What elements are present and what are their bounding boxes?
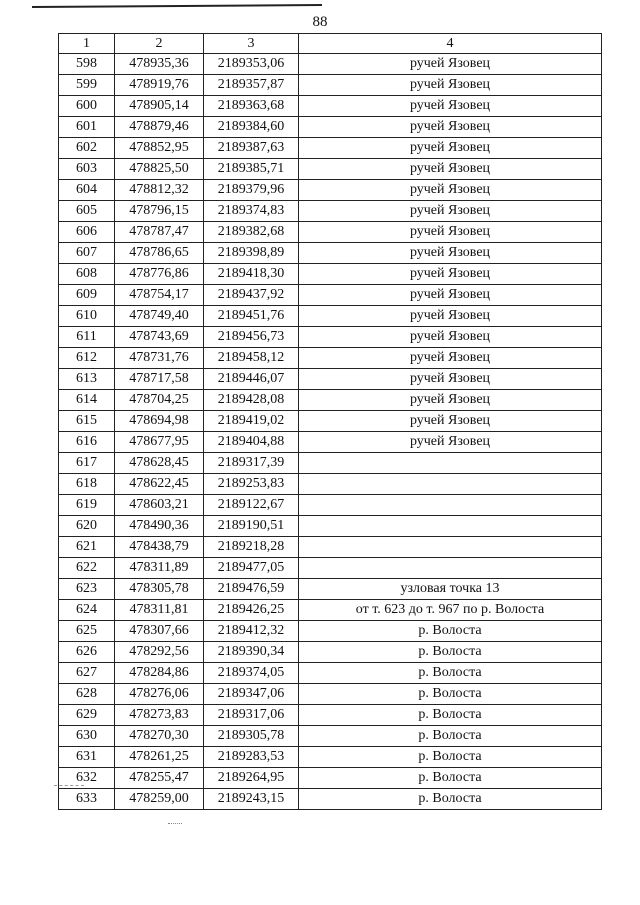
- description-cell: узловая точка 13: [299, 579, 602, 600]
- table-row: [59, 789, 602, 810]
- description-cell: [299, 474, 602, 495]
- column-header: 1: [59, 34, 115, 54]
- point-number-cell: 604: [59, 180, 115, 201]
- x-coordinate-cell: 478787,47: [115, 222, 204, 243]
- table-row: [59, 285, 602, 306]
- description-cell: ручей Язовец: [299, 180, 602, 201]
- y-coordinate-cell: 2189374,05: [204, 663, 299, 684]
- table-row: [59, 369, 602, 390]
- point-number-cell: 628: [59, 684, 115, 705]
- y-coordinate-cell: 2189426,25: [204, 600, 299, 621]
- point-number-cell: 623: [59, 579, 115, 600]
- y-coordinate-cell: 2189412,32: [204, 621, 299, 642]
- x-coordinate-cell: 478276,06: [115, 684, 204, 705]
- table-row: [59, 516, 602, 537]
- y-coordinate-cell: 2189446,07: [204, 369, 299, 390]
- table-row: [59, 327, 602, 348]
- description-cell: ручей Язовец: [299, 159, 602, 180]
- point-number-cell: 598: [59, 54, 115, 75]
- description-cell: ручей Язовец: [299, 138, 602, 159]
- description-cell: ручей Язовец: [299, 411, 602, 432]
- table-row: [59, 180, 602, 201]
- x-coordinate-cell: 478754,17: [115, 285, 204, 306]
- table-row: [59, 264, 602, 285]
- x-coordinate-cell: 478879,46: [115, 117, 204, 138]
- point-number-cell: 617: [59, 453, 115, 474]
- description-cell: р. Волоста: [299, 726, 602, 747]
- x-coordinate-cell: 478305,78: [115, 579, 204, 600]
- y-coordinate-cell: 2189357,87: [204, 75, 299, 96]
- point-number-cell: 599: [59, 75, 115, 96]
- x-coordinate-cell: 478622,45: [115, 474, 204, 495]
- point-number-cell: 620: [59, 516, 115, 537]
- x-coordinate-cell: 478603,21: [115, 495, 204, 516]
- description-cell: ручей Язовец: [299, 243, 602, 264]
- y-coordinate-cell: 2189428,08: [204, 390, 299, 411]
- description-cell: р. Волоста: [299, 621, 602, 642]
- description-cell: ручей Язовец: [299, 306, 602, 327]
- y-coordinate-cell: 2189387,63: [204, 138, 299, 159]
- point-number-cell: 624: [59, 600, 115, 621]
- x-coordinate-cell: 478628,45: [115, 453, 204, 474]
- y-coordinate-cell: 2189398,89: [204, 243, 299, 264]
- y-coordinate-cell: 2189477,05: [204, 558, 299, 579]
- y-coordinate-cell: 2189122,67: [204, 495, 299, 516]
- point-number-cell: 622: [59, 558, 115, 579]
- table-row: [59, 600, 602, 621]
- y-coordinate-cell: 2189385,71: [204, 159, 299, 180]
- column-header: 3: [204, 34, 299, 54]
- point-number-cell: 610: [59, 306, 115, 327]
- point-number-cell: 630: [59, 726, 115, 747]
- table-row: [59, 138, 602, 159]
- table-row: [59, 96, 602, 117]
- description-cell: [299, 516, 602, 537]
- y-coordinate-cell: 2189458,12: [204, 348, 299, 369]
- y-coordinate-cell: 2189437,92: [204, 285, 299, 306]
- y-coordinate-cell: 2189404,88: [204, 432, 299, 453]
- point-number-cell: 601: [59, 117, 115, 138]
- y-coordinate-cell: 2189243,15: [204, 789, 299, 810]
- point-number-cell: 627: [59, 663, 115, 684]
- point-number-cell: 616: [59, 432, 115, 453]
- y-coordinate-cell: 2189353,06: [204, 54, 299, 75]
- description-cell: ручей Язовец: [299, 390, 602, 411]
- description-cell: р. Волоста: [299, 684, 602, 705]
- x-coordinate-cell: 478812,32: [115, 180, 204, 201]
- description-cell: ручей Язовец: [299, 264, 602, 285]
- x-coordinate-cell: 478677,95: [115, 432, 204, 453]
- description-cell: ручей Язовец: [299, 432, 602, 453]
- point-number-cell: 605: [59, 201, 115, 222]
- table-row: [59, 495, 602, 516]
- table-row: [59, 306, 602, 327]
- point-number-cell: 621: [59, 537, 115, 558]
- y-coordinate-cell: 2189190,51: [204, 516, 299, 537]
- page-number: 88: [312, 14, 328, 30]
- table-row: [59, 159, 602, 180]
- y-coordinate-cell: 2189305,78: [204, 726, 299, 747]
- y-coordinate-cell: 2189317,06: [204, 705, 299, 726]
- x-coordinate-cell: 478307,66: [115, 621, 204, 642]
- table-row: [59, 474, 602, 495]
- column-header: 4: [299, 34, 602, 54]
- y-coordinate-cell: 2189218,28: [204, 537, 299, 558]
- x-coordinate-cell: 478786,65: [115, 243, 204, 264]
- x-coordinate-cell: 478704,25: [115, 390, 204, 411]
- table-row: [59, 537, 602, 558]
- table-row: [59, 453, 602, 474]
- x-coordinate-cell: 478905,14: [115, 96, 204, 117]
- y-coordinate-cell: 2189390,34: [204, 642, 299, 663]
- x-coordinate-cell: 478490,36: [115, 516, 204, 537]
- table-row: [59, 579, 602, 600]
- y-coordinate-cell: 2189451,76: [204, 306, 299, 327]
- description-cell: ручей Язовец: [299, 201, 602, 222]
- y-coordinate-cell: 2189419,02: [204, 411, 299, 432]
- description-cell: ручей Язовец: [299, 285, 602, 306]
- description-cell: ручей Язовец: [299, 348, 602, 369]
- point-number-cell: 611: [59, 327, 115, 348]
- description-cell: р. Волоста: [299, 705, 602, 726]
- point-number-cell: 631: [59, 747, 115, 768]
- table-row: [59, 705, 602, 726]
- table-row: [59, 621, 602, 642]
- table-header-row: [59, 34, 602, 54]
- y-coordinate-cell: 2189418,30: [204, 264, 299, 285]
- point-number-cell: 602: [59, 138, 115, 159]
- y-coordinate-cell: 2189456,73: [204, 327, 299, 348]
- table-row: [59, 558, 602, 579]
- description-cell: р. Волоста: [299, 768, 602, 789]
- description-cell: от т. 623 до т. 967 по р. Волоста: [299, 600, 602, 621]
- point-number-cell: 614: [59, 390, 115, 411]
- point-number-cell: 625: [59, 621, 115, 642]
- point-number-cell: 619: [59, 495, 115, 516]
- x-coordinate-cell: 478852,95: [115, 138, 204, 159]
- x-coordinate-cell: 478438,79: [115, 537, 204, 558]
- x-coordinate-cell: 478259,00: [115, 789, 204, 810]
- description-cell: ручей Язовец: [299, 327, 602, 348]
- table-row: [59, 747, 602, 768]
- x-coordinate-cell: 478796,15: [115, 201, 204, 222]
- x-coordinate-cell: 478825,50: [115, 159, 204, 180]
- point-number-cell: 629: [59, 705, 115, 726]
- table-row: [59, 411, 602, 432]
- point-number-cell: 618: [59, 474, 115, 495]
- table-body: [59, 54, 602, 810]
- description-cell: ручей Язовец: [299, 222, 602, 243]
- x-coordinate-cell: 478311,81: [115, 600, 204, 621]
- x-coordinate-cell: 478776,86: [115, 264, 204, 285]
- description-cell: [299, 537, 602, 558]
- point-number-cell: 615: [59, 411, 115, 432]
- table-row: [59, 684, 602, 705]
- x-coordinate-cell: 478743,69: [115, 327, 204, 348]
- table-row: [59, 390, 602, 411]
- description-cell: р. Волоста: [299, 747, 602, 768]
- description-cell: ручей Язовец: [299, 96, 602, 117]
- description-cell: ручей Язовец: [299, 75, 602, 96]
- point-number-cell: 600: [59, 96, 115, 117]
- point-number-cell: 626: [59, 642, 115, 663]
- x-coordinate-cell: 478311,89: [115, 558, 204, 579]
- column-header: 2: [115, 34, 204, 54]
- point-number-cell: 606: [59, 222, 115, 243]
- description-cell: р. Волоста: [299, 642, 602, 663]
- x-coordinate-cell: 478935,36: [115, 54, 204, 75]
- table-row: [59, 75, 602, 96]
- x-coordinate-cell: 478292,56: [115, 642, 204, 663]
- point-number-cell: 632: [59, 768, 115, 789]
- table-row: [59, 348, 602, 369]
- description-cell: ручей Язовец: [299, 54, 602, 75]
- point-number-cell: 613: [59, 369, 115, 390]
- y-coordinate-cell: 2189264,95: [204, 768, 299, 789]
- y-coordinate-cell: 2189317,39: [204, 453, 299, 474]
- x-coordinate-cell: 478749,40: [115, 306, 204, 327]
- point-number-cell: 612: [59, 348, 115, 369]
- x-coordinate-cell: 478731,76: [115, 348, 204, 369]
- description-cell: ручей Язовец: [299, 117, 602, 138]
- description-cell: [299, 495, 602, 516]
- table-row: [59, 117, 602, 138]
- point-number-cell: 609: [59, 285, 115, 306]
- point-number-cell: 633: [59, 789, 115, 810]
- description-cell: [299, 453, 602, 474]
- table-row: [59, 54, 602, 75]
- scan-artifact: [54, 785, 84, 786]
- y-coordinate-cell: 2189374,83: [204, 201, 299, 222]
- x-coordinate-cell: 478270,30: [115, 726, 204, 747]
- description-cell: ручей Язовец: [299, 369, 602, 390]
- x-coordinate-cell: 478284,86: [115, 663, 204, 684]
- point-number-cell: 608: [59, 264, 115, 285]
- scan-artifact: [168, 823, 182, 824]
- x-coordinate-cell: 478919,76: [115, 75, 204, 96]
- table-row: [59, 663, 602, 684]
- y-coordinate-cell: 2189382,68: [204, 222, 299, 243]
- table-row: [59, 243, 602, 264]
- x-coordinate-cell: 478717,58: [115, 369, 204, 390]
- y-coordinate-cell: 2189384,60: [204, 117, 299, 138]
- table-row: [59, 768, 602, 789]
- table-row: [59, 201, 602, 222]
- x-coordinate-cell: 478273,83: [115, 705, 204, 726]
- y-coordinate-cell: 2189379,96: [204, 180, 299, 201]
- y-coordinate-cell: 2189347,06: [204, 684, 299, 705]
- table-row: [59, 432, 602, 453]
- point-number-cell: 607: [59, 243, 115, 264]
- y-coordinate-cell: 2189363,68: [204, 96, 299, 117]
- x-coordinate-cell: 478255,47: [115, 768, 204, 789]
- y-coordinate-cell: 2189283,53: [204, 747, 299, 768]
- table-row: [59, 222, 602, 243]
- description-cell: р. Волоста: [299, 663, 602, 684]
- x-coordinate-cell: 478261,25: [115, 747, 204, 768]
- y-coordinate-cell: 2189476,59: [204, 579, 299, 600]
- coordinates-table: [58, 33, 602, 810]
- description-cell: р. Волоста: [299, 789, 602, 810]
- x-coordinate-cell: 478694,98: [115, 411, 204, 432]
- top-edge-rule: [32, 4, 322, 8]
- description-cell: [299, 558, 602, 579]
- table-row: [59, 726, 602, 747]
- table-row: [59, 642, 602, 663]
- y-coordinate-cell: 2189253,83: [204, 474, 299, 495]
- point-number-cell: 603: [59, 159, 115, 180]
